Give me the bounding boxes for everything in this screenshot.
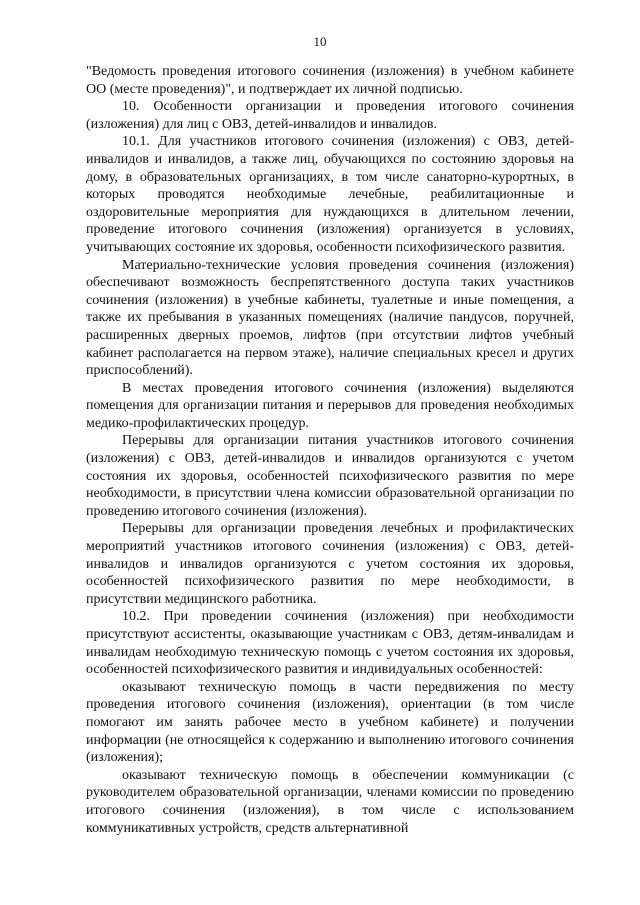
paragraph-continuation: "Ведомость проведения итогового сочинения (изложения) в учебном кабинете ОО (месте проведения)", и подтверждает их личной подписью. bbox=[86, 64, 574, 97]
paragraph-10-2: 10.2. При проведении сочинения (изложения) при необходимости присутствуют ассистенты, оказывающие участникам с ОВЗ, детям-инвалидам и инвалидам необходимую техническую помощь с учетом состояния их здоровья, особенностей психофизического развития и индивидуальных особенностей: bbox=[86, 609, 574, 678]
section-heading-10: 10. Особенности организации и проведения итогового сочинения (изложения) для лиц с ОВЗ, детей-инвалидов и инвалидов. bbox=[86, 99, 574, 132]
list-item-communication-help: оказывают техническую помощь в обеспечении коммуникации (с руководителем образовательной организации, членами комиссии по проведению итогового сочинения (изложения), в том числе с использованием коммуникативных устройств, средств альтернативной bbox=[86, 767, 574, 836]
paragraph-premises: В местах проведения итогового сочинения (изложения) выделяются помещения для организации питания и перерывов для проведения необходимых медико-профилактических процедур. bbox=[86, 380, 574, 431]
list-item-movement-help: оказывают техническую помощь в части передвижения по месту проведения итогового сочинения (изложения), ориентации (в том числе помогают им занять рабочее место в учебном кабинете) и получении информации (не относящейся к содержанию и выполнению итогового сочинения (изложения); bbox=[86, 679, 574, 766]
paragraph-10-1: 10.1. Для участников итогового сочинения (изложения) с ОВЗ, детей-инвалидов и инвалидов, а также лиц, обучающихся по состоянию здоровья на дому, в образовательных организациях, в том числе санаторно-курортных, в которых проводятся необходимые лечебные, реабилитационные и оздоровительные мероприятия для нуждающихся в длительном лечении, проведение итогового сочинения (изложения) организуется в условиях, учитывающих состояние их здоровья, особенности психофизического развития. bbox=[86, 134, 574, 255]
page-number: 10 bbox=[313, 34, 327, 49]
paragraph-meal-breaks: Перерывы для организации питания участников итогового сочинения (изложения) с ОВЗ, детей-инвалидов и инвалидов организуются с учетом состояния их здоровья, особенностей психофизического развития по мере необходимости, в присутствии члена комиссии образовательной организации по проведению итогового сочинения (изложения). bbox=[86, 433, 574, 519]
paragraph-technical-conditions: Материально-технические условия проведения сочинения (изложения) обеспечивают возможность беспрепятственного доступа таких участников сочинения (изложения) в учебные кабинеты, туалетные и иные помещения, а также их пребывания в указанных помещениях (наличие пандусов, поручней, расширенных дверных проемов, лифтов (при отсутствии лифтов учебный кабинет располагается на первом этаже), наличие специальных кресел и других приспособлений). bbox=[86, 257, 574, 379]
paragraph-medical-breaks: Перерывы для организации проведения лечебных и профилактических мероприятий участников итогового сочинения (изложения) с ОВЗ, детей-инвалидов и инвалидов организуются с учетом состояния их здоровья, особенностей психофизического развития по мере необходимости, в присутствии медицинского работника. bbox=[86, 521, 574, 607]
document-body bbox=[86, 63, 574, 837]
